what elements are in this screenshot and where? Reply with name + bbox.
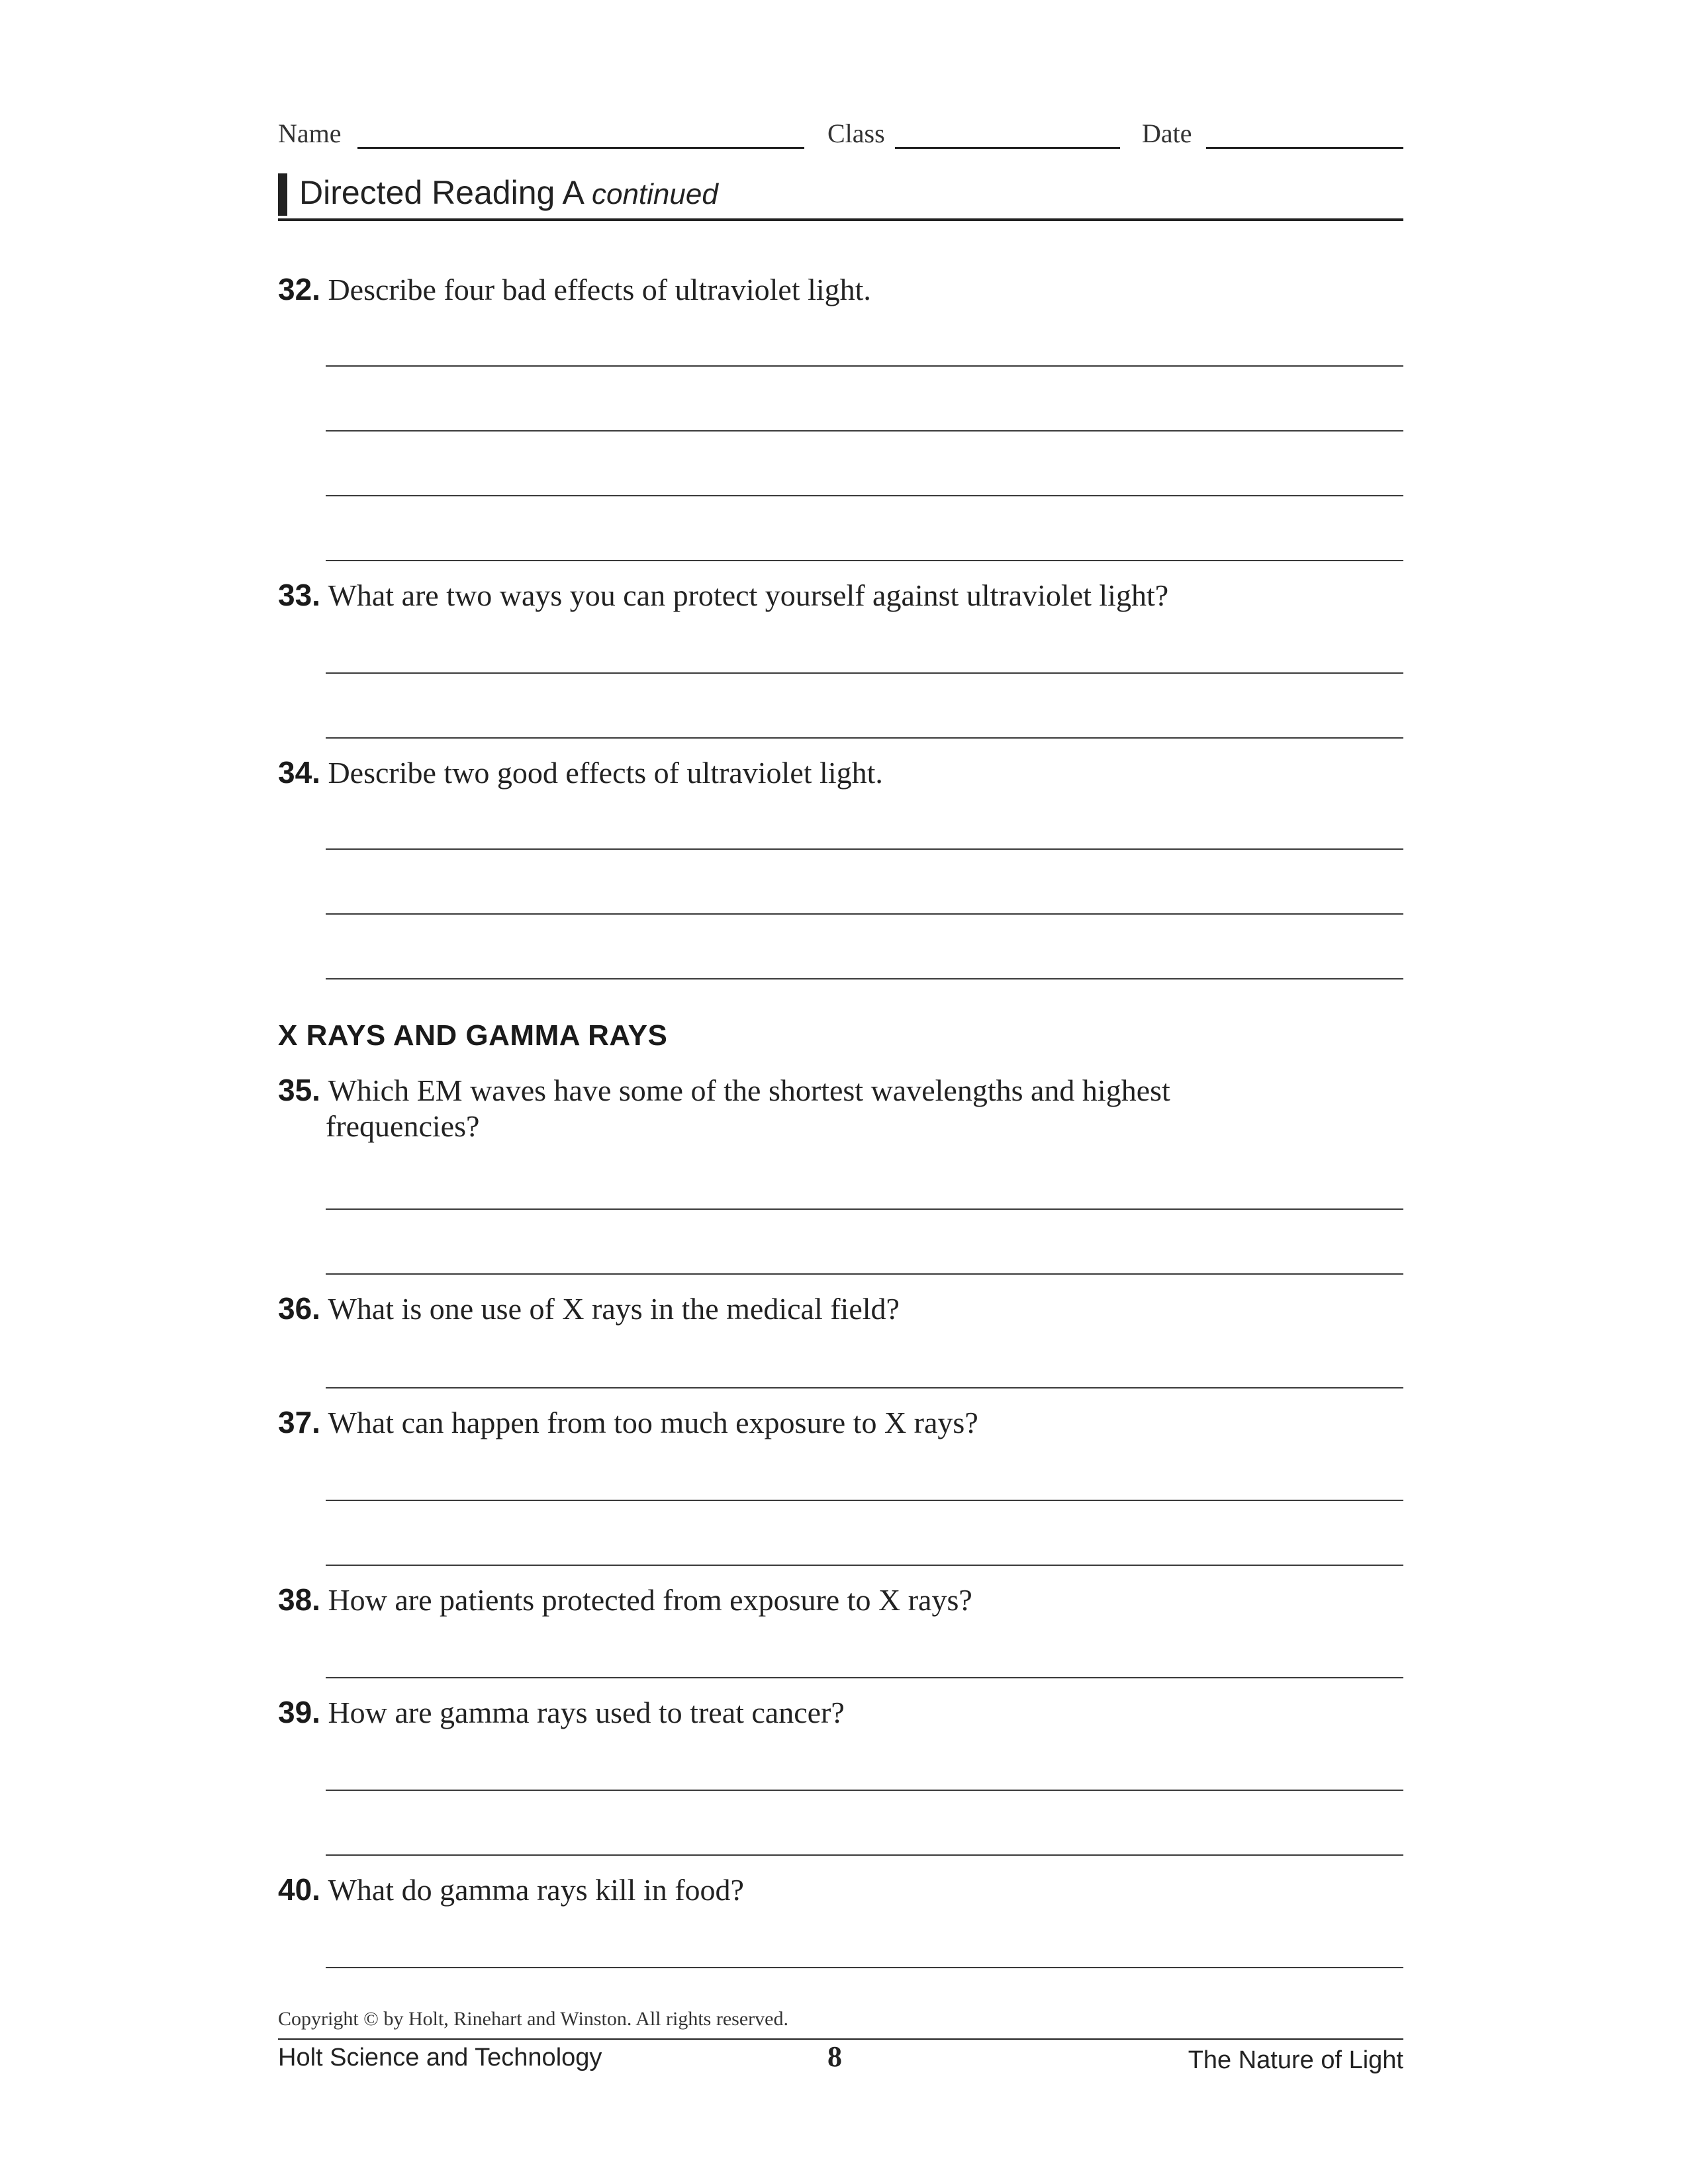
answer-line-32-4[interactable] [326, 560, 1403, 561]
question-text: What can happen from too much exposure to X rays? [328, 1406, 978, 1439]
question-number: 32. [278, 272, 320, 306]
question-number: 40. [278, 1872, 320, 1907]
question-text: Describe four bad effects of ultraviolet light. [328, 273, 871, 306]
question-39 [278, 1694, 1403, 1731]
question-number: 39. [278, 1695, 320, 1729]
answer-line-36-1[interactable] [326, 1387, 1403, 1388]
copyright-notice: Copyright © by Holt, Rinehart and Winston. All rights reserved. [278, 2008, 788, 2030]
question-number: 34. [278, 755, 320, 790]
name-field-line[interactable] [357, 147, 804, 149]
title-marker-bar [278, 173, 287, 216]
answer-line-32-3[interactable] [326, 495, 1403, 496]
footer-chapter: The Nature of Light [1188, 2046, 1403, 2074]
answer-line-34-3[interactable] [326, 978, 1403, 979]
answer-line-40-1[interactable] [326, 1967, 1403, 1968]
question-number: 33. [278, 578, 320, 612]
question-text: How are gamma rays used to treat cancer? [328, 1696, 845, 1729]
answer-line-32-1[interactable] [326, 365, 1403, 367]
question-34 [278, 754, 1403, 791]
answer-line-33-2[interactable] [326, 737, 1403, 739]
answer-line-33-1[interactable] [326, 672, 1403, 674]
question-number: 35. [278, 1073, 320, 1107]
section-heading: X RAYS AND GAMMA RAYS [278, 1019, 668, 1052]
question-33 [278, 577, 1403, 614]
page-number: 8 [827, 2040, 842, 2073]
answer-line-35-2[interactable] [326, 1273, 1403, 1275]
question-text: What do gamma rays kill in food? [328, 1873, 744, 1907]
question-36 [278, 1291, 1403, 1327]
answer-line-37-1[interactable] [326, 1500, 1403, 1501]
question-text: What are two ways you can protect yourself against ultraviolet light? [328, 578, 1169, 612]
title-suffix: continued [591, 178, 718, 210]
title-rule [278, 218, 1403, 221]
question-number: 38. [278, 1582, 320, 1617]
question-40 [278, 1872, 1403, 1908]
footer-publication: Holt Science and Technology [278, 2044, 602, 2071]
title-main: Directed Reading A [299, 174, 583, 211]
date-field-line[interactable] [1206, 147, 1403, 149]
question-text: How are patients protected from exposure to X rays? [328, 1583, 972, 1617]
question-37 [278, 1404, 1403, 1441]
answer-line-34-2[interactable] [326, 913, 1403, 915]
date-label: Date [1142, 118, 1192, 148]
answer-line-37-2[interactable] [326, 1565, 1403, 1566]
question-32 [278, 271, 1403, 308]
question-number: 36. [278, 1291, 320, 1326]
page-title [299, 173, 718, 212]
question-text: Which EM waves have some of the shortest wavelengths and highest [328, 1073, 1170, 1107]
answer-line-35-1[interactable] [326, 1208, 1403, 1210]
answer-line-39-2[interactable] [326, 1854, 1403, 1856]
question-38 [278, 1582, 1403, 1618]
class-field-line[interactable] [895, 147, 1120, 149]
name-label: Name [278, 118, 342, 148]
question-text: Describe two good effects of ultraviolet light. [328, 756, 883, 790]
question-text-continued: frequencies? [326, 1109, 480, 1143]
answer-line-39-1[interactable] [326, 1790, 1403, 1791]
answer-line-32-2[interactable] [326, 430, 1403, 432]
answer-line-34-1[interactable] [326, 848, 1403, 850]
question-text: What is one use of X rays in the medical field? [328, 1292, 900, 1326]
class-label: Class [827, 118, 885, 148]
answer-line-38-1[interactable] [326, 1677, 1403, 1678]
question-number: 37. [278, 1405, 320, 1439]
question-35 [278, 1072, 1403, 1144]
